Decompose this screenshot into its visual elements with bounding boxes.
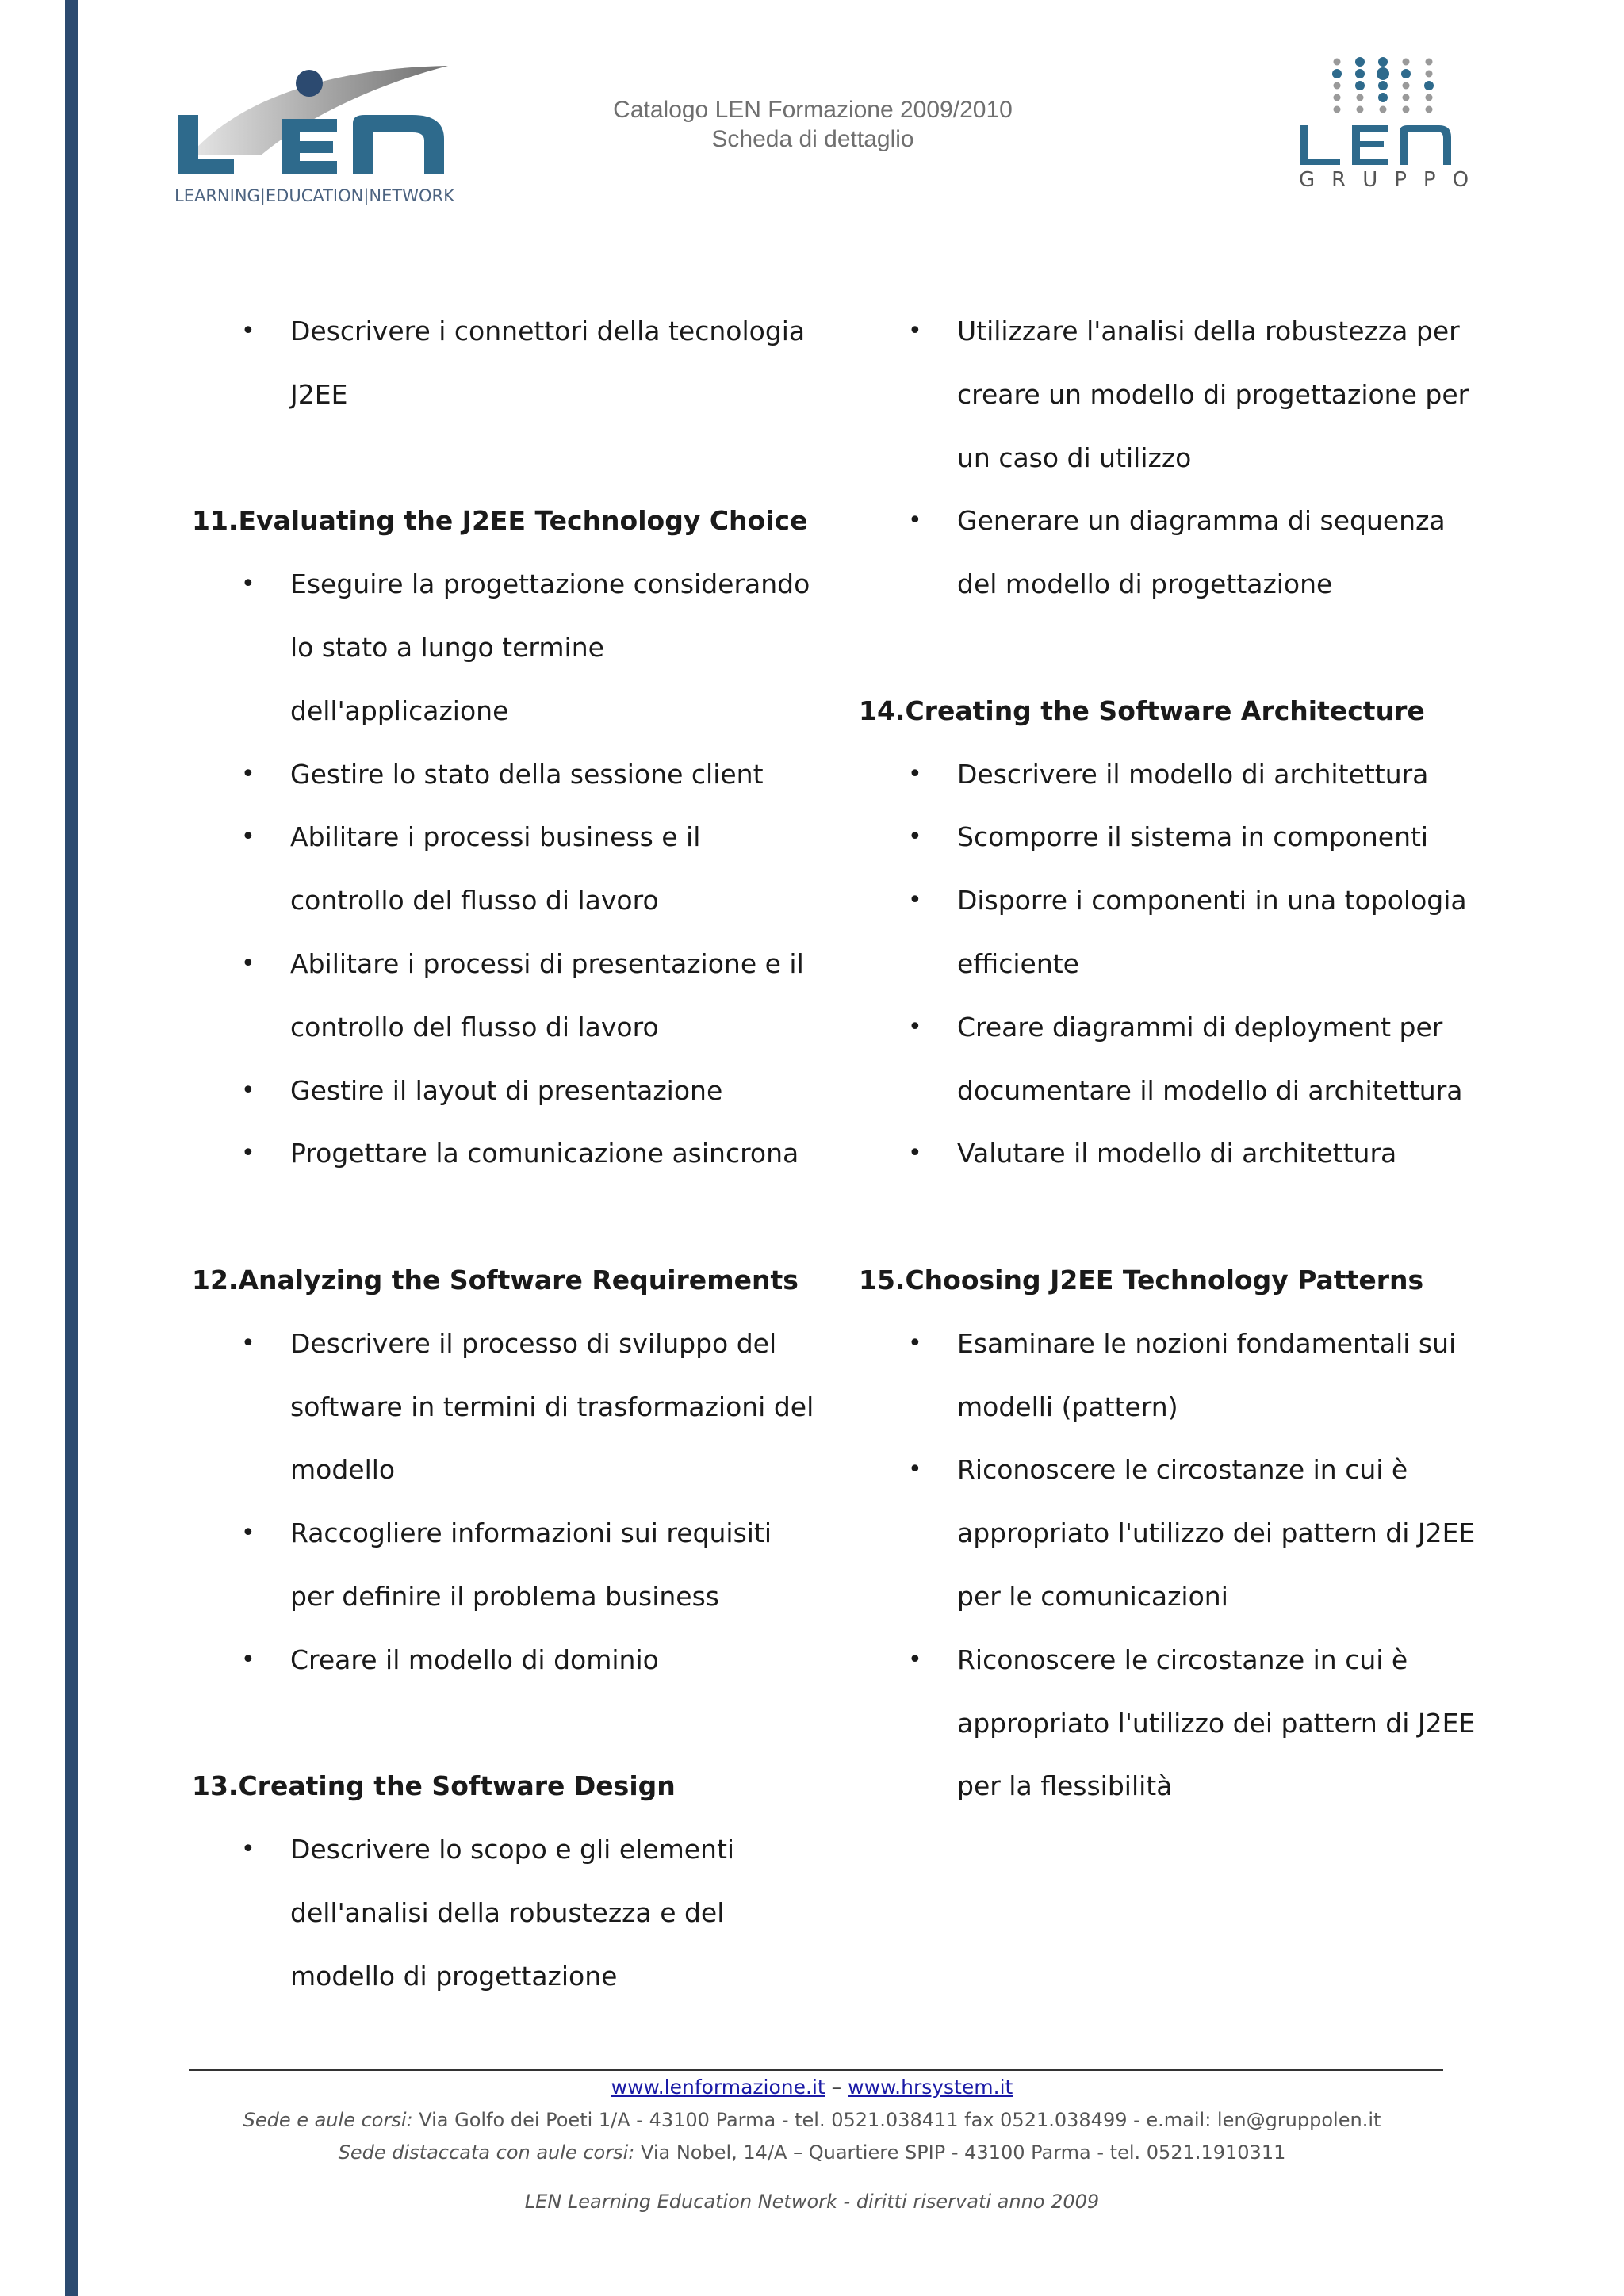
line-text: Valutare il modello di architettura (957, 1138, 1397, 1169)
line-text: Descrivere lo scopo e gli elementi (290, 1834, 735, 1866)
spacer (192, 1185, 826, 1249)
logo-dot (1403, 59, 1410, 66)
bullet-icon: • (241, 823, 255, 851)
logo-dot (1426, 106, 1433, 113)
line-text: documentare il modello di architettura (957, 1074, 1463, 1106)
bullet-icon: • (908, 823, 922, 851)
list-item-continuation (859, 363, 1493, 427)
line-text: Gestire lo stato della sessione client (290, 758, 764, 790)
line-text: appropriato l'utilizzo dei pattern di J2EE (957, 1707, 1476, 1739)
line-text: modello (290, 1454, 396, 1486)
line-text: Creare diagrammi di deployment per (957, 1011, 1443, 1043)
line-text: Abilitare i processi business e il (290, 821, 701, 853)
line-text: Gestire il layout di presentazione (290, 1074, 723, 1106)
list-item-continuation (192, 1881, 826, 1945)
list-item-continuation (192, 616, 826, 679)
logo-dot (1378, 81, 1388, 90)
footer-address-secondary (0, 2141, 1624, 2164)
list-item-continuation (859, 427, 1493, 490)
left-border-bar (65, 0, 78, 2296)
logo-dot (1334, 106, 1341, 113)
list-item (192, 1502, 826, 1565)
spacer (859, 1185, 1493, 1249)
list-item (192, 553, 826, 616)
lenformazione-link[interactable]: www.lenformazione.it (611, 2076, 825, 2099)
line-text: lo stato a lungo termine (290, 631, 604, 663)
line-text: 11.Evaluating the J2EE Technology Choice (192, 505, 808, 537)
section-heading (859, 1249, 1493, 1312)
line-text: Disporre i componenti in una topologia (957, 885, 1467, 916)
list-item-continuation (859, 1755, 1493, 1818)
line-text: per definire il problema business (290, 1580, 719, 1612)
list-item-continuation (192, 1376, 826, 1439)
list-item-continuation (192, 1438, 826, 1502)
line-text: 15.Choosing J2EE Technology Patterns (859, 1264, 1424, 1295)
list-item (859, 1628, 1493, 1692)
bullet-icon: • (908, 886, 922, 915)
logo-dot (1426, 71, 1433, 78)
bullet-icon: • (241, 317, 255, 345)
footer-address-main-text: Via Golfo dei Poeti 1/A - 43100 Parma - tel. 0521.038411 fax 0521.038499 - e.mail: len@gruppolen.it (412, 2109, 1381, 2131)
logo-dot (1355, 57, 1365, 67)
list-item (859, 1438, 1493, 1502)
bullet-icon: • (908, 1139, 922, 1168)
line-text: Esaminare le nozioni fondamentali sui (957, 1327, 1457, 1359)
list-item (859, 1122, 1493, 1185)
logo-dot (1403, 82, 1410, 90)
list-item-continuation (859, 1565, 1493, 1628)
logo-dot (1357, 94, 1364, 101)
line-text: 12.Analyzing the Software Requirements (192, 1264, 799, 1295)
gruppo-wordmark: GRUPPO (1299, 168, 1486, 192)
gruppo-len-logo-graphic (1293, 55, 1475, 166)
bullet-icon: • (908, 1012, 922, 1041)
section-heading (192, 1249, 826, 1312)
line-text: dell'analisi della robustezza e del (290, 1896, 725, 1928)
list-item-continuation (192, 679, 826, 743)
list-item (859, 300, 1493, 363)
line-text: Descrivere il processo di sviluppo del (290, 1327, 777, 1359)
list-item (192, 300, 826, 363)
footer-address-main (0, 2109, 1624, 2131)
logo-dot (1334, 82, 1341, 90)
footer-address-secondary-text: Via Nobel, 14/A – Quartiere SPIP - 43100 Parma - tel. 0521.1910311 (634, 2141, 1286, 2164)
logo-dot (1332, 69, 1342, 78)
list-item-continuation (192, 869, 826, 932)
logo-dot (1377, 67, 1389, 80)
line-text: Raccogliere informazioni sui requisiti (290, 1517, 772, 1549)
line-text: Creare il modello di dominio (290, 1644, 659, 1675)
list-item-continuation (192, 1945, 826, 2008)
line-text: per le comunicazioni (957, 1580, 1228, 1612)
len-logo (174, 59, 460, 210)
line-text: Abilitare i processi di presentazione e il (290, 947, 804, 979)
list-item-continuation (192, 363, 826, 427)
line-text: Descrivere i connettori della tecnologia (290, 316, 806, 346)
section-heading (859, 679, 1493, 743)
hrsystem-link[interactable]: www.hrsystem.it (848, 2076, 1013, 2099)
logo-dot (1334, 59, 1341, 66)
gruppo-len-logo (1293, 55, 1486, 254)
bullet-icon: • (241, 949, 255, 978)
bullet-icon: • (241, 1139, 255, 1168)
bullet-icon: • (908, 1329, 922, 1357)
line-text: controllo del flusso di lavoro (290, 885, 659, 916)
bullet-icon: • (241, 570, 255, 599)
footer-address-secondary-label: Sede distaccata con aule corsi: (338, 2141, 635, 2164)
logo-dot (1403, 106, 1410, 113)
list-item (192, 1312, 826, 1376)
footer-divider (189, 2069, 1443, 2071)
bullet-icon: • (908, 507, 922, 535)
logo-dot (1426, 59, 1433, 66)
header-title (555, 95, 1071, 154)
logo-dot (1426, 94, 1433, 101)
spacer (192, 1692, 826, 1755)
line-text: del modello di progettazione (957, 568, 1333, 600)
list-item (192, 806, 826, 869)
list-item (192, 743, 826, 806)
bullet-icon: • (908, 317, 922, 345)
logo-dot (1378, 57, 1388, 67)
header-title-line-1: Catalogo LEN Formazione 2009/2010 (613, 97, 1013, 123)
section-heading (192, 1755, 826, 1818)
line-text: per la flessibilità (957, 1770, 1173, 1802)
bullet-icon: • (241, 1645, 255, 1674)
list-item-continuation (859, 553, 1493, 616)
line-text: software in termini di trasformazioni del (290, 1391, 814, 1422)
bullet-icon: • (241, 760, 255, 788)
bullet-icon: • (241, 1329, 255, 1357)
list-item (859, 743, 1493, 806)
len-logo-graphic (174, 59, 460, 178)
list-item-continuation (859, 1376, 1493, 1439)
logo-dot (1357, 106, 1364, 113)
list-item-continuation (859, 1502, 1493, 1565)
list-item (192, 932, 826, 996)
footer-copyright (0, 2191, 1624, 2213)
line-text: controllo del flusso di lavoro (290, 1011, 659, 1043)
list-item-continuation (859, 932, 1493, 996)
list-item (859, 869, 1493, 932)
line-text: Riconoscere le circostanze in cui è (957, 1454, 1408, 1486)
list-item-continuation (859, 1059, 1493, 1123)
logo-dot (1355, 69, 1365, 78)
footer-links (0, 2076, 1624, 2099)
logo-dot (1380, 106, 1387, 113)
bullet-icon: • (241, 1835, 255, 1864)
right-column (859, 300, 1493, 1818)
line-text: 13.Creating the Software Design (192, 1770, 676, 1802)
line-text: efficiente (957, 947, 1079, 979)
list-item (192, 1628, 826, 1692)
list-item (192, 1122, 826, 1185)
line-text: Generare un diagramma di sequenza (957, 505, 1446, 537)
logo-dot (1355, 81, 1365, 90)
list-item (859, 1312, 1493, 1376)
line-text: appropriato l'utilizzo dei pattern di J2EE (957, 1517, 1476, 1549)
len-logo-caption: LEARNING|EDUCATION|NETWORK (174, 186, 454, 205)
line-text: 14.Creating the Software Architecture (859, 695, 1425, 726)
line-text: Progettare la comunicazione asincrona (290, 1138, 799, 1169)
line-text: dell'applicazione (290, 695, 509, 726)
list-item-continuation (192, 1565, 826, 1628)
line-text: Riconoscere le circostanze in cui è (957, 1644, 1408, 1675)
line-text: Eseguire la progettazione considerando (290, 568, 810, 600)
line-text: Utilizzare l'analisi della robustezza per (957, 316, 1460, 346)
bullet-icon: • (908, 1456, 922, 1484)
list-item-continuation (859, 1692, 1493, 1755)
bullet-icon: • (241, 1519, 255, 1548)
line-text: un caso di utilizzo (957, 442, 1192, 473)
line-text: modelli (pattern) (957, 1391, 1178, 1422)
section-heading (192, 489, 826, 553)
footer-address-main-label: Sede e aule corsi: (243, 2109, 413, 2131)
spacer (859, 616, 1493, 679)
list-item (859, 996, 1493, 1059)
bullet-icon: • (241, 1076, 255, 1104)
line-text: Scomporre il sistema in componenti (957, 821, 1429, 853)
footer-link-separator: – (825, 2076, 848, 2099)
list-item (192, 1818, 826, 1881)
line-text: modello di progettazione (290, 1960, 618, 1992)
line-text: creare un modello di progettazione per (957, 378, 1469, 410)
list-item-continuation (192, 996, 826, 1059)
logo-dot (1378, 93, 1388, 102)
logo-dot (1334, 94, 1341, 101)
bullet-icon: • (908, 1645, 922, 1674)
list-item (859, 806, 1493, 869)
list-item (859, 489, 1493, 553)
line-text: Descrivere il modello di architettura (957, 758, 1429, 790)
left-column (192, 300, 826, 2008)
list-item (192, 1059, 826, 1123)
bullet-icon: • (908, 760, 922, 788)
header-title-line-2: Scheda di dettaglio (711, 126, 914, 152)
logo-dot (1403, 94, 1410, 101)
logo-dot (1424, 81, 1434, 90)
logo-dot (1401, 69, 1411, 78)
line-text: J2EE (290, 378, 348, 410)
spacer (192, 427, 826, 490)
footer-copyright-text: LEN Learning Education Network - diritti riservati anno 2009 (524, 2191, 1100, 2213)
